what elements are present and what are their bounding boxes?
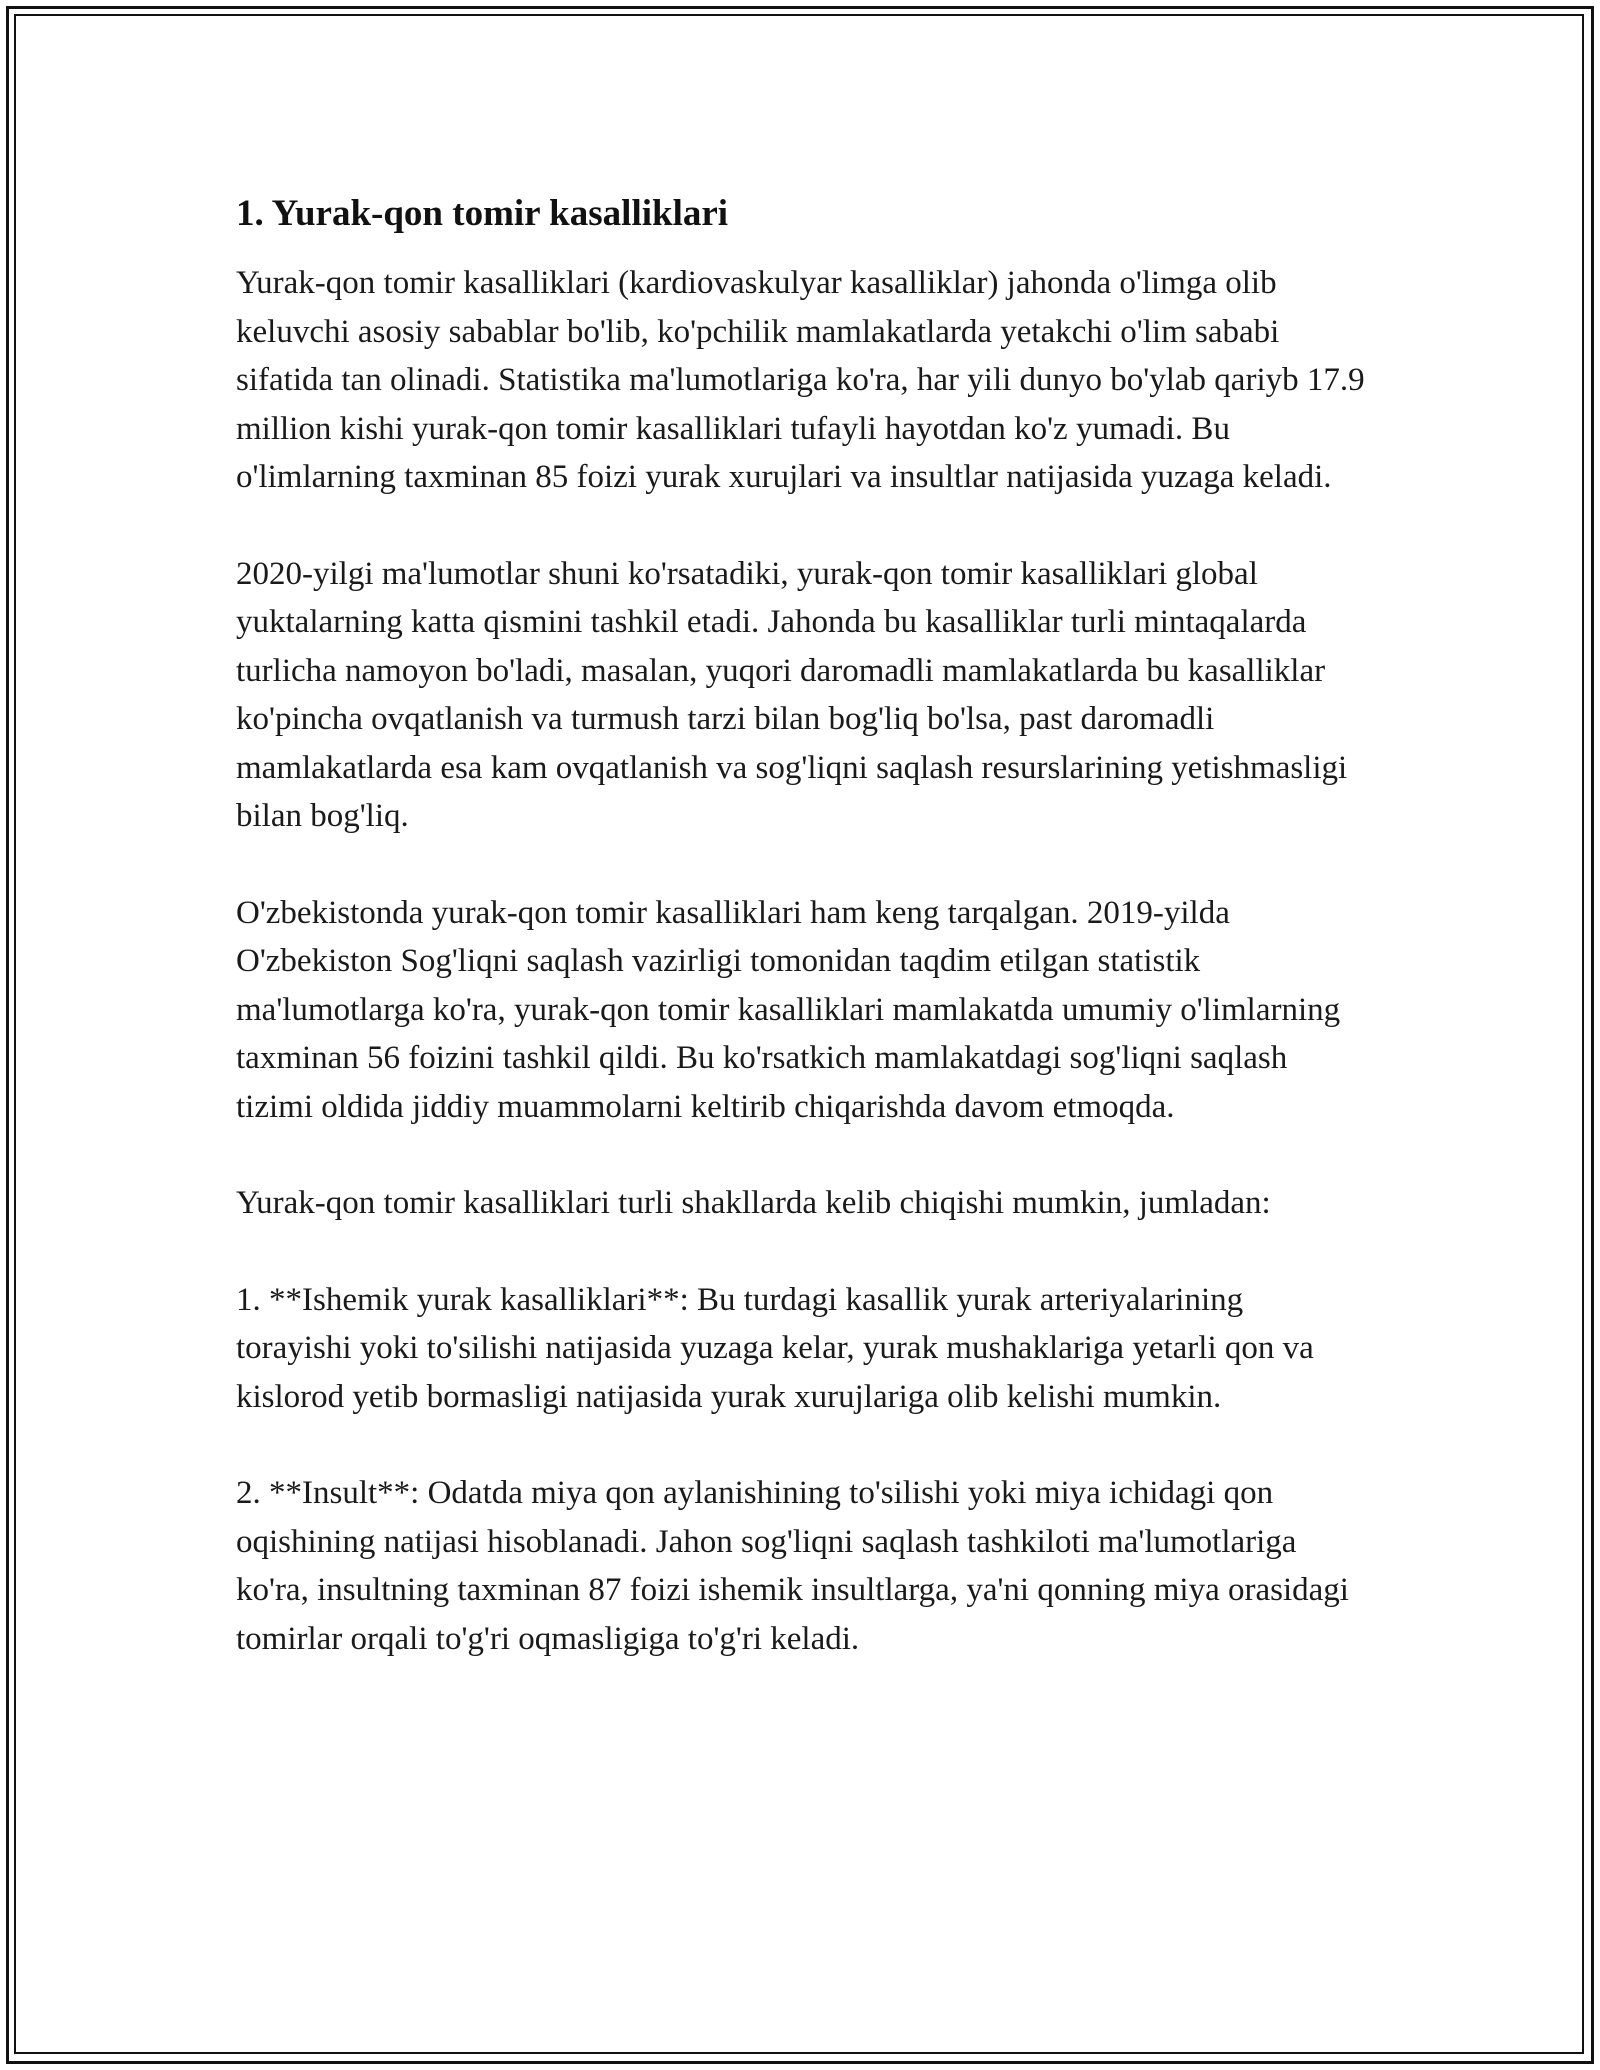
paragraph-2020-data: 2020-yilgi ma'lumotlar shuni ko'rsatadiki, yurak-qon tomir kasalliklari global yuktalarning katta qismini tashkil etadi. Jahonda bu kasalliklar turli mintaqalarda turlicha namoyon bo'ladi, masalan, yuqori daromadli mamlakatlarda bu kasalliklar ko'pincha ovqatlanish va turmush tarzi bilan bog'liq bo'lsa, past daromadli mamlakatlarda esa kam ovqatlanish va sog'liqni saqlash resurslarining yetishmasligi bilan bog'liq. <box>236 555 1348 834</box>
paragraph-global-statistics: Yurak-qon tomir kasalliklari (kardiovaskulyar kasalliklar) jahonda o'limga olib keluvchi asosiy sabablar bo'lib, ko'pchilik mamlakatlarda yetakchi o'lim sababi sifatida tan olinadi. Statistika ma'lumotlariga ko'ra, har yili dunyo bo'ylab qariyb 17.9 million kishi yurak-qon tomir kasalliklari tufayli hayotdan ko'z yumadi. Bu o'limlarning taxminan 85 foizi yurak xurujlari va insultlar natijasida yuzaga keladi. <box>236 265 1365 495</box>
list-item-ischemic: 1. **Ishemik yurak kasalliklari**: Bu turdagi kasallik yurak arteriyalarining torayishi yoki to'silishi natijasida yuzaga kelar, yurak mushaklariga yetarli qon va kislorod yetib bormasligi natijasida yurak xurujlariga olib kelishi mumkin. <box>236 1281 1314 1415</box>
section-heading: 1. Yurak-qon tomir kasalliklari <box>236 193 729 234</box>
paragraph-forms-intro: Yurak-qon tomir kasalliklari turli shakllarda kelib chiqishi mumkin, jumladan: <box>236 1185 1271 1221</box>
list-item-stroke: 2. **Insult**: Odatda miya qon aylanishining to'silishi yoki miya ichidagi qon oqishining natijasi hisoblanadi. Jahon sog'liqni saqlash tashkiloti ma'lumotlariga ko'ra, insultning taxminan 87 foizi ishemik insultlarga, ya'ni qonning miya orasidagi tomirlar orqali to'g'ri oqmasligiga to'g'ri keladi. <box>236 1475 1349 1657</box>
paragraph-uzbekistan: O'zbekistonda yurak-qon tomir kasalliklari ham keng tarqalgan. 2019-yilda O'zbekiston Sog'liqni saqlash vazirligi tomonidan taqdim etilgan statistik ma'lumotlarga ko'ra, yurak-qon tomir kasalliklari mamlakatda umumiy o'limlarning taxminan 56 foizini tashkil qildi. Bu ko'rsatkich mamlakatdagi sog'liqni saqlash tizimi oldida jiddiy muammolarni keltirib chiqarishda davom etmoqda. <box>236 894 1341 1125</box>
document-body <box>236 186 1366 1711</box>
